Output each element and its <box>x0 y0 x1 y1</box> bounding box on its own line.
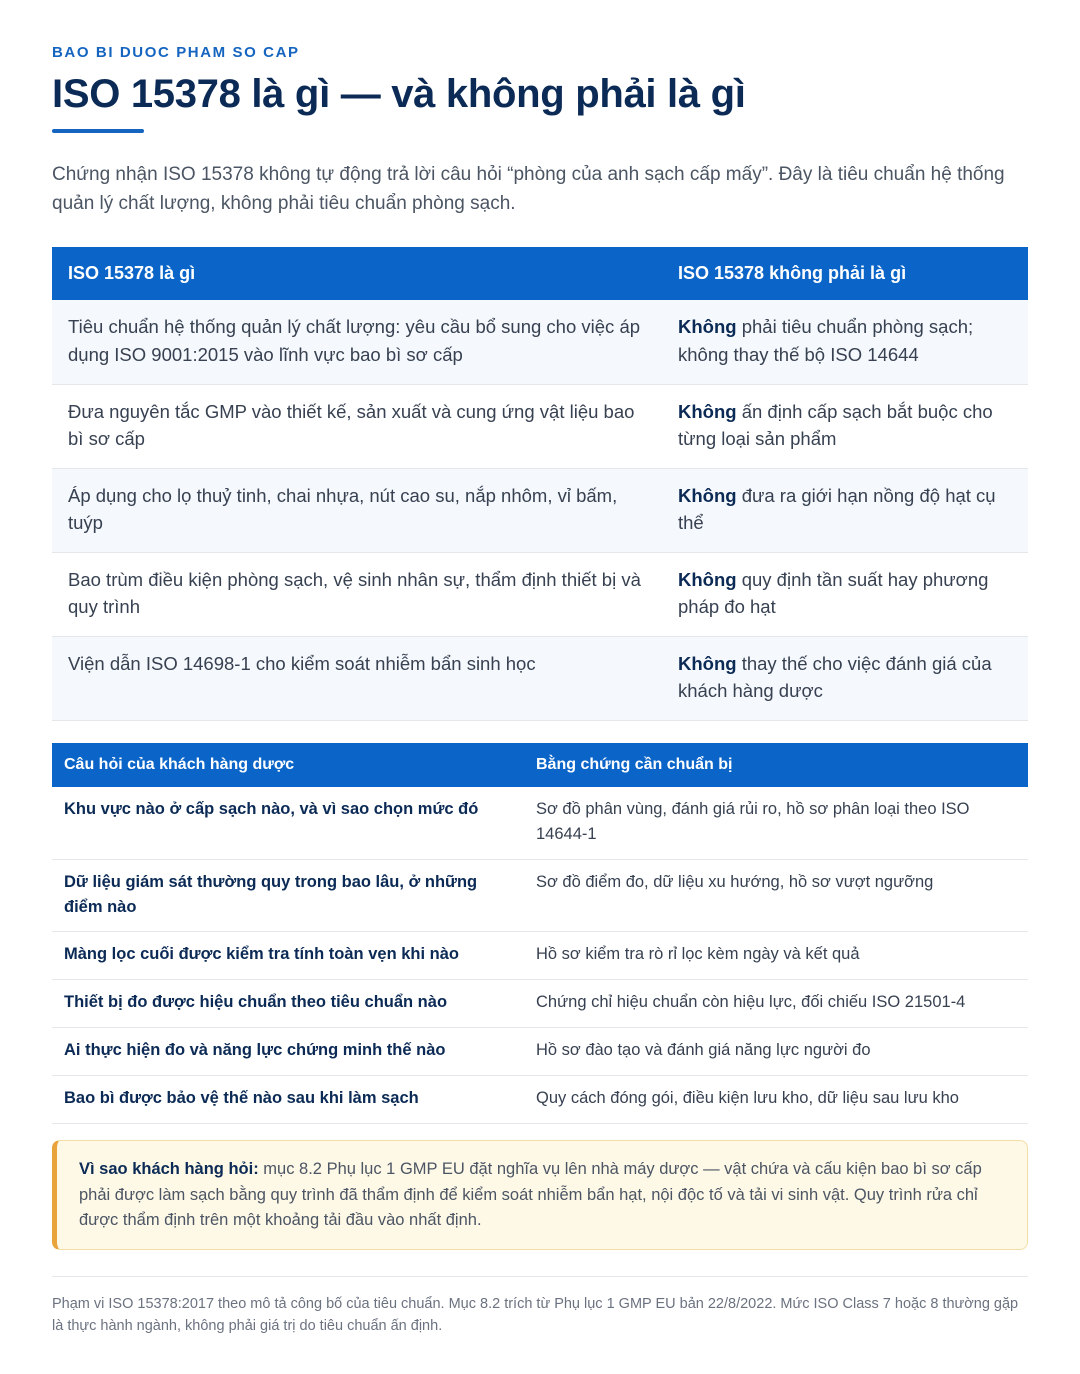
header-question: Câu hỏi của khách hàng dược <box>52 743 524 787</box>
evidence-cell: Sơ đồ phân vùng, đánh giá rủi ro, hồ sơ phân loại theo ISO 14644-1 <box>524 787 1028 859</box>
eyebrow-label: BAO BI DUOC PHAM SO CAP <box>52 44 300 61</box>
lead-paragraph: Chứng nhận ISO 15378 không tự động trả lời câu hỏi “phòng của anh sạch cấp mấy”. Đây là tiêu chuẩn hệ thống quản lý chất lượng, không phải tiêu chuẩn phòng sạch. <box>52 164 1005 214</box>
callout-lead: Vì sao khách hàng hỏi: <box>79 1160 259 1178</box>
is-not-text: quy định tần suất hay phương pháp đo hạt <box>678 568 989 617</box>
negation-label: Không <box>678 484 737 506</box>
is-not-text: đưa ra giới hạn nồng độ hạt cụ thể <box>678 484 996 533</box>
table-row <box>52 931 1028 979</box>
customer-questions-table <box>52 743 1028 1124</box>
table-row <box>52 636 1028 720</box>
question-cell: Màng lọc cuối được kiểm tra tính toàn vẹn khi nào <box>52 931 524 979</box>
table-row <box>52 787 1028 859</box>
table-row <box>52 552 1028 636</box>
is-not-cell <box>662 636 1028 720</box>
table-header-row <box>52 247 1028 300</box>
is-not-text: phải tiêu chuẩn phòng sạch; không thay thế bộ ISO 14644 <box>678 316 974 365</box>
is-not-text: ấn định cấp sạch bắt buộc cho từng loại sản phẩm <box>678 400 993 449</box>
negation-label: Không <box>678 568 737 590</box>
is-cell: Đưa nguyên tắc GMP vào thiết kế, sản xuất và cung ứng vật liệu bao bì sơ cấp <box>52 384 662 468</box>
header-is: ISO 15378 là gì <box>52 247 662 300</box>
is-not-text: thay thế cho việc đánh giá của khách hàng dược <box>678 652 992 701</box>
evidence-cell: Sơ đồ điểm đo, dữ liệu xu hướng, hồ sơ vượt ngưỡng <box>524 859 1028 931</box>
header-is-not: ISO 15378 không phải là gì <box>662 247 1028 300</box>
negation-label: Không <box>678 652 737 674</box>
is-not-cell <box>662 384 1028 468</box>
negation-label: Không <box>678 400 737 422</box>
question-cell: Khu vực nào ở cấp sạch nào, và vì sao chọn mức đó <box>52 787 524 859</box>
is-cell: Tiêu chuẩn hệ thống quản lý chất lượng: yêu cầu bổ sung cho việc áp dụng ISO 9001:2015 vào lĩnh vực bao bì sơ cấp <box>52 300 662 384</box>
page-title: ISO 15378 là gì — và không phải là gì <box>52 72 746 116</box>
evidence-cell: Hồ sơ đào tạo và đánh giá năng lực người đo <box>524 1027 1028 1075</box>
why-customers-ask-callout <box>52 1140 1028 1250</box>
question-cell: Thiết bị đo được hiệu chuẩn theo tiêu chuẩn nào <box>52 979 524 1027</box>
title-underline <box>52 129 144 133</box>
header-evidence: Bằng chứng cần chuẩn bị <box>524 743 1028 787</box>
negation-label: Không <box>678 316 737 337</box>
is-not-cell <box>662 552 1028 636</box>
table-header-row <box>52 743 1028 787</box>
footer-divider <box>52 1276 1028 1277</box>
table-row <box>52 1075 1028 1123</box>
table-row <box>52 979 1028 1027</box>
question-cell: Dữ liệu giám sát thường quy trong bao lâu, ở những điểm nào <box>52 859 524 931</box>
is-not-cell <box>662 468 1028 552</box>
question-cell: Bao bì được bảo vệ thế nào sau khi làm sạch <box>52 1075 524 1123</box>
table-row <box>52 468 1028 552</box>
is-cell: Bao trùm điều kiện phòng sạch, vệ sinh nhân sự, thẩm định thiết bị và quy trình <box>52 552 662 636</box>
is-cell: Áp dụng cho lọ thuỷ tinh, chai nhựa, nút cao su, nắp nhôm, vỉ bấm, tuýp <box>52 468 662 552</box>
is-not-cell <box>662 300 1028 384</box>
evidence-cell: Quy cách đóng gói, điều kiện lưu kho, dữ liệu sau lưu kho <box>524 1075 1028 1123</box>
is-cell: Viện dẫn ISO 14698-1 cho kiểm soát nhiễm bẩn sinh học <box>52 636 662 720</box>
is-isnot-table <box>52 247 1028 721</box>
table-row <box>52 384 1028 468</box>
callout-text: mục 8.2 Phụ lục 1 GMP EU đặt nghĩa vụ lên nhà máy dược — vật chứa và cấu kiện bao bì sơ cấp phải được làm sạch bằng quy trình đã thẩm định để kiểm soát nhiễm bẩn hạt, nội độc tố và tải vi sinh vật. Quy trình rửa chỉ được thẩm định trên một khoảng tải đầu vào nhất định. <box>79 1160 982 1229</box>
evidence-cell: Chứng chỉ hiệu chuẩn còn hiệu lực, đối chiếu ISO 21501-4 <box>524 979 1028 1027</box>
table-row <box>52 1027 1028 1075</box>
question-cell: Ai thực hiện đo và năng lực chứng minh thế nào <box>52 1027 524 1075</box>
table-row <box>52 300 1028 384</box>
table-row <box>52 859 1028 931</box>
evidence-cell: Hồ sơ kiểm tra rò rỉ lọc kèm ngày và kết quả <box>524 931 1028 979</box>
footnote: Phạm vi ISO 15378:2017 theo mô tả công bố của tiêu chuẩn. Mục 8.2 trích từ Phụ lục 1 GMP EU bản 22/8/2022. Mức ISO Class 7 hoặc 8 thường gặp là thực hành ngành, không phải giá trị do tiêu chuẩn ấn định. <box>52 1296 1019 1334</box>
